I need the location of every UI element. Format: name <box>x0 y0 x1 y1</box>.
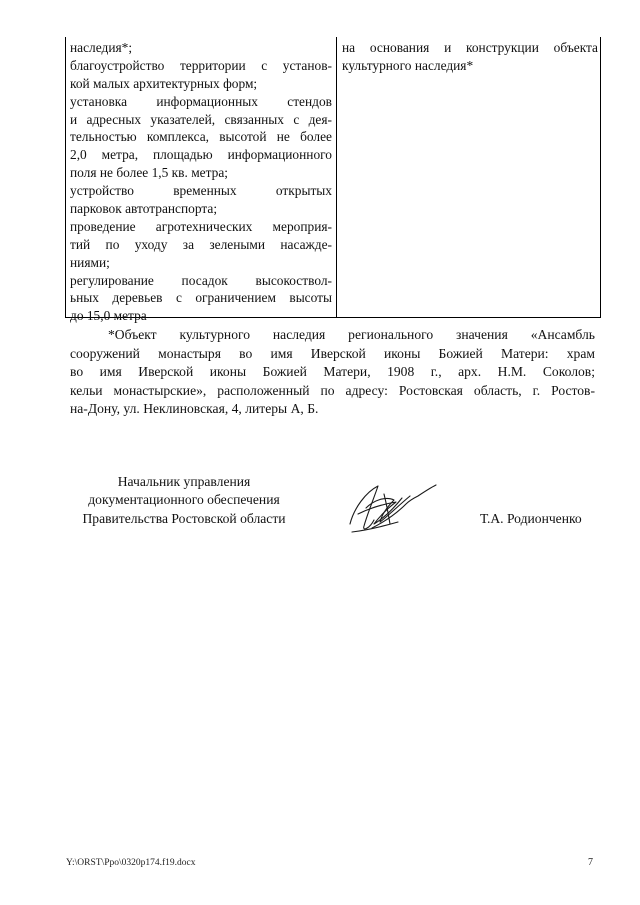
table-right-line: культурного наследия* <box>342 57 474 73</box>
footnote-line: сооружений монастыря во имя Иверской иконы Божией Матери: храм <box>70 345 595 361</box>
table-left-line: и адресных указателей, связанных с дея- <box>70 111 332 127</box>
footnote <box>70 326 595 419</box>
table-left-line: ьных деревьев с ограничением высоты <box>70 290 332 306</box>
table-left-line: кой малых архитектурных форм; <box>70 75 258 91</box>
table-column-divider <box>336 37 337 317</box>
table-cell-left <box>70 39 332 325</box>
table-left-line: парковок автотранспорта; <box>70 201 218 217</box>
table-left-line: тельностью комплекса, высотой не более <box>70 129 332 145</box>
table-left-line: поля не более 1,5 кв. метра; <box>70 165 228 181</box>
table-left-line: ниями; <box>70 254 110 270</box>
signatory-title-line: документационного обеспечения <box>88 492 280 508</box>
footnote-line: на-Дону, ул. Неклиновская, 4, литеры А, Б. <box>70 401 319 417</box>
table-left-line: устройство временных открытых <box>70 183 332 199</box>
signatory-title-line: Правительства Ростовской области <box>82 510 286 526</box>
table-fragment <box>65 37 601 324</box>
table-left-line: проведение агротехнических мероприя- <box>70 218 332 234</box>
footnote-line: *Объект культурного наследия регионального значения «Ансамбль <box>108 327 595 342</box>
handwritten-signature <box>344 478 439 538</box>
footnote-line: кельи монастырские», расположенный по адресу: Ростовская область, г. Ростов- <box>70 382 595 398</box>
table-left-line: тий по уходу за зелеными насажде- <box>70 236 332 252</box>
table-left-line: благоустройство территории с установ- <box>70 57 332 73</box>
footer-file-path: Y:\ORST\Ppo\0320p174.f19.docx <box>66 858 196 868</box>
table-cell-right <box>342 39 598 75</box>
signatory-name: Т.А. Родионченко <box>480 511 582 526</box>
table-left-line: наследия*; <box>70 40 133 55</box>
table-left-line: до 15,0 метра <box>70 308 147 324</box>
footnote-line: во имя Иверской иконы Божией Матери, 1908 г., арх. Н.М. Соколов; <box>70 364 595 380</box>
table-left-line: установка информационных стендов <box>70 93 332 109</box>
signatory-title <box>68 473 300 528</box>
signatory-title-line: Начальник управления <box>117 474 251 489</box>
page-number: 7 <box>588 857 593 868</box>
table-left-line: 2,0 метра, площадью информационного <box>70 147 332 163</box>
table-left-line: регулирование посадок высокоствол- <box>70 272 332 288</box>
table-right-line: на основания и конструкции объекта <box>342 40 598 55</box>
